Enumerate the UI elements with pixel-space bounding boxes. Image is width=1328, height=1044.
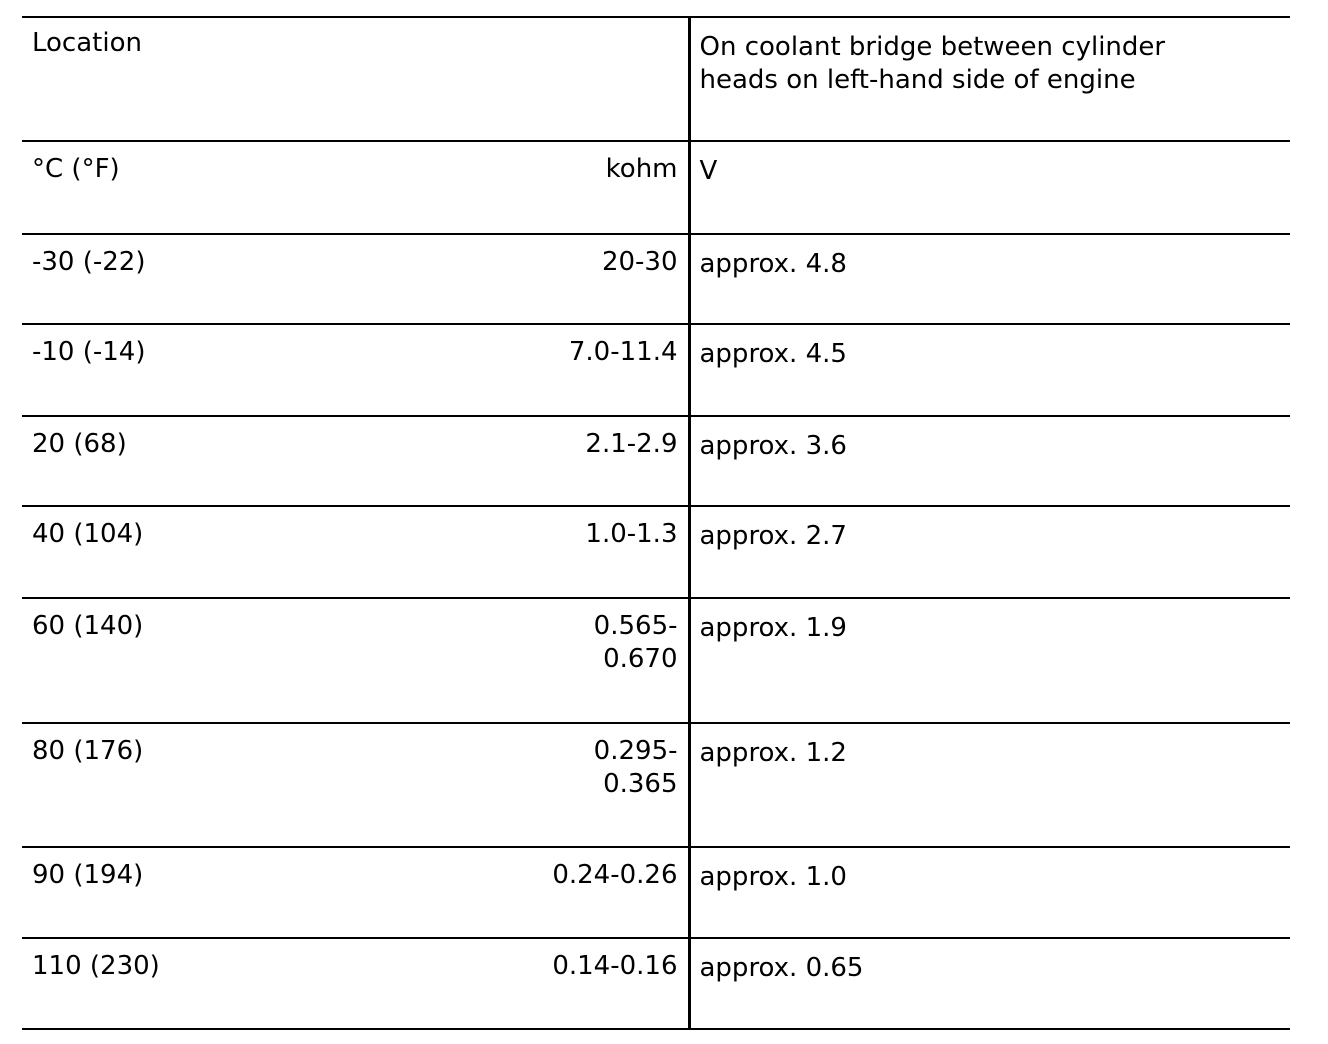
units-row (22, 141, 1290, 234)
location-value-line2: heads on left-hand side of engine (699, 65, 1136, 95)
temperature-cell: 80 (176) (22, 723, 465, 847)
resistance-cell (465, 847, 689, 938)
table-row (22, 324, 1290, 416)
resistance-line: 0.365 (603, 769, 678, 799)
resistance-cell (465, 324, 689, 416)
temperature-cell: -30 (-22) (22, 234, 465, 324)
table-row (22, 234, 1290, 324)
voltage-cell: approx. 1.9 (689, 598, 1290, 723)
location-value-line1: On coolant bridge between cylinder (699, 32, 1166, 62)
table-row (22, 847, 1290, 938)
resistance-unit-label: kohm (465, 141, 689, 234)
resistance-line: 0.670 (603, 644, 678, 674)
resistance-cell (465, 723, 689, 847)
resistance-cell (465, 416, 689, 506)
table-row (22, 506, 1290, 598)
temperature-cell: 40 (104) (22, 506, 465, 598)
resistance-line: 20-30 (601, 247, 678, 277)
table-row (22, 938, 1290, 1029)
resistance-line: 0.565- (593, 611, 678, 641)
voltage-cell: approx. 0.65 (689, 938, 1290, 1029)
temp-unit-label: °C (°F) (22, 141, 465, 234)
table-row (22, 598, 1290, 723)
temperature-cell: 60 (140) (22, 598, 465, 723)
temperature-cell: 20 (68) (22, 416, 465, 506)
resistance-line: 0.295- (593, 736, 678, 766)
resistance-cell (465, 234, 689, 324)
resistance-line: 0.14-0.16 (552, 951, 678, 981)
resistance-cell (465, 598, 689, 723)
voltage-cell: approx. 4.5 (689, 324, 1290, 416)
voltage-unit-label: V (689, 141, 1290, 234)
voltage-cell: approx. 1.2 (689, 723, 1290, 847)
temperature-cell: -10 (-14) (22, 324, 465, 416)
resistance-line: 2.1-2.9 (585, 429, 678, 459)
temperature-cell: 110 (230) (22, 938, 465, 1029)
voltage-cell: approx. 1.0 (689, 847, 1290, 938)
location-label: Location (22, 17, 689, 141)
resistance-line: 0.24-0.26 (552, 860, 678, 890)
table-row (22, 723, 1290, 847)
temperature-cell: 90 (194) (22, 847, 465, 938)
table-row (22, 416, 1290, 506)
voltage-cell: approx. 2.7 (689, 506, 1290, 598)
sensor-spec-table (22, 16, 1290, 1030)
voltage-cell: approx. 4.8 (689, 234, 1290, 324)
resistance-cell (465, 938, 689, 1029)
resistance-line: 1.0-1.3 (585, 519, 678, 549)
location-value (689, 17, 1290, 141)
resistance-line: 7.0-11.4 (568, 337, 678, 367)
location-row (22, 17, 1290, 141)
resistance-cell (465, 506, 689, 598)
voltage-cell: approx. 3.6 (689, 416, 1290, 506)
